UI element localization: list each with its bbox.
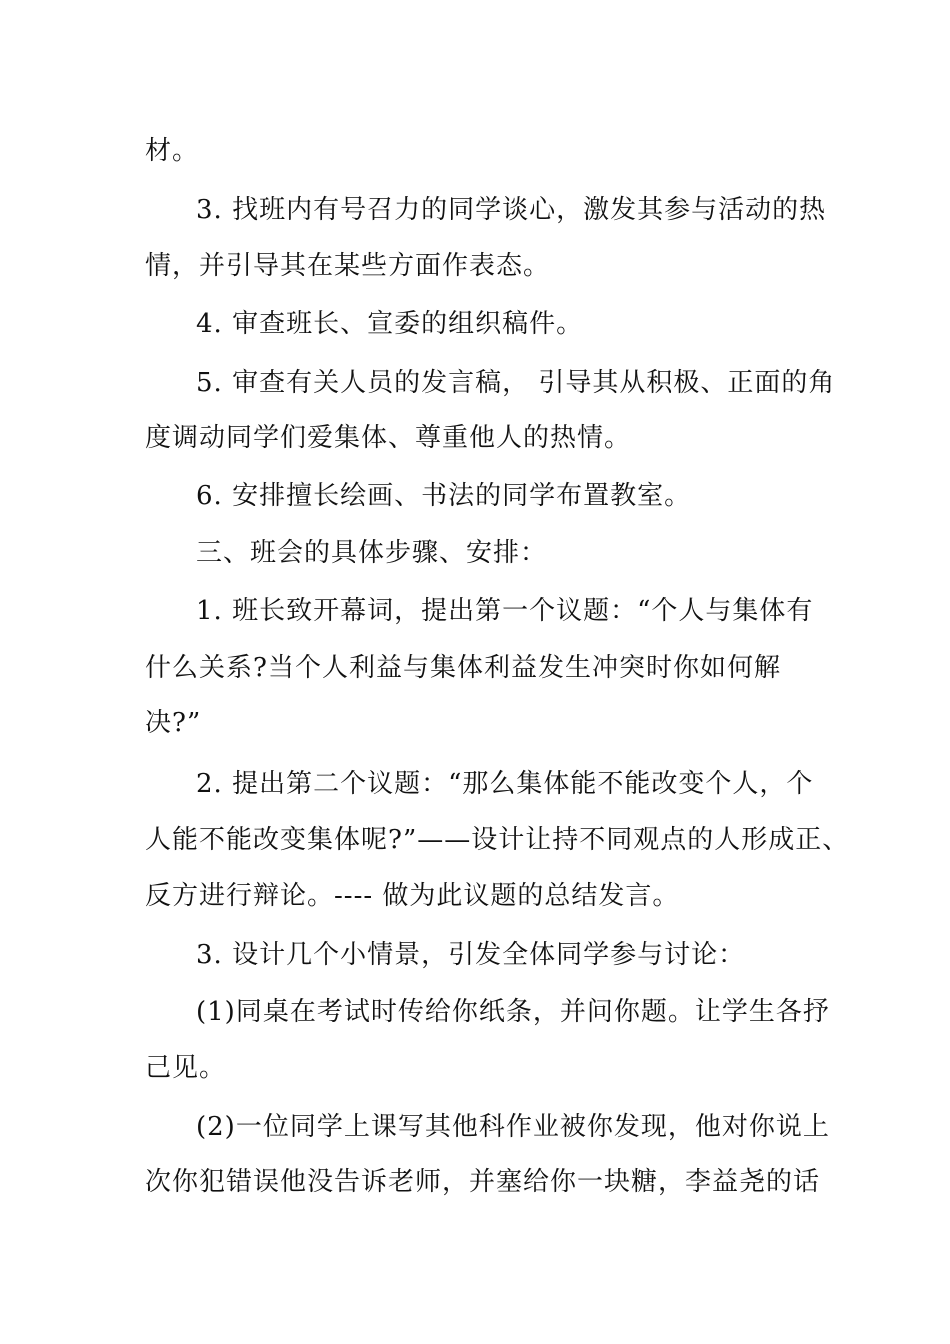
text-line: 什么关系?当个人利益与集体利益发生冲突时你如何解 [145, 653, 781, 683]
text-line: 1. 班长致开幕词，提出第一个议题：“个人与集体有 [196, 596, 814, 626]
text-line: (1)同桌在考试时传给你纸条，并问你题。让学生各抒 [196, 997, 830, 1027]
text-line: 决?” [145, 708, 202, 738]
text-line: 次你犯错误他没告诉老师，并塞给你一块糖，李益尧的话 [145, 1167, 821, 1197]
text-line: 人能不能改变集体呢?”——设计让持不同观点的人形成正、 [145, 825, 850, 855]
text-line: 情，并引导其在某些方面作表态。 [145, 251, 551, 281]
text-line: 6. 安排擅长绘画、书法的同学布置教室。 [196, 481, 692, 511]
text-line: (2)一位同学上课写其他科作业被你发现，他对你说上 [196, 1112, 830, 1142]
text-line: 3. 设计几个小情景，引发全体同学参与讨论： [196, 940, 746, 970]
text-line: 3. 找班内有号召力的同学谈心，激发其参与活动的热 [196, 195, 827, 225]
text-line: 2. 提出第二个议题：“那么集体能不能改变个人，个 [196, 769, 814, 799]
text-line: 度调动同学们爱集体、尊重他人的热情。 [145, 423, 632, 453]
text-line: 4. 审查班长、宣委的组织稿件。 [196, 309, 584, 339]
section-heading: 三、班会的具体步骤、安排： [196, 538, 548, 568]
text-line: 5. 审查有关人员的发言稿， 引导其从积极、正面的角 [196, 368, 836, 398]
text-line: 反方进行辩论。---- 做为此议题的总结发言。 [145, 881, 680, 911]
text-line: 己见。 [145, 1053, 227, 1083]
text-line: 材。 [145, 136, 200, 166]
